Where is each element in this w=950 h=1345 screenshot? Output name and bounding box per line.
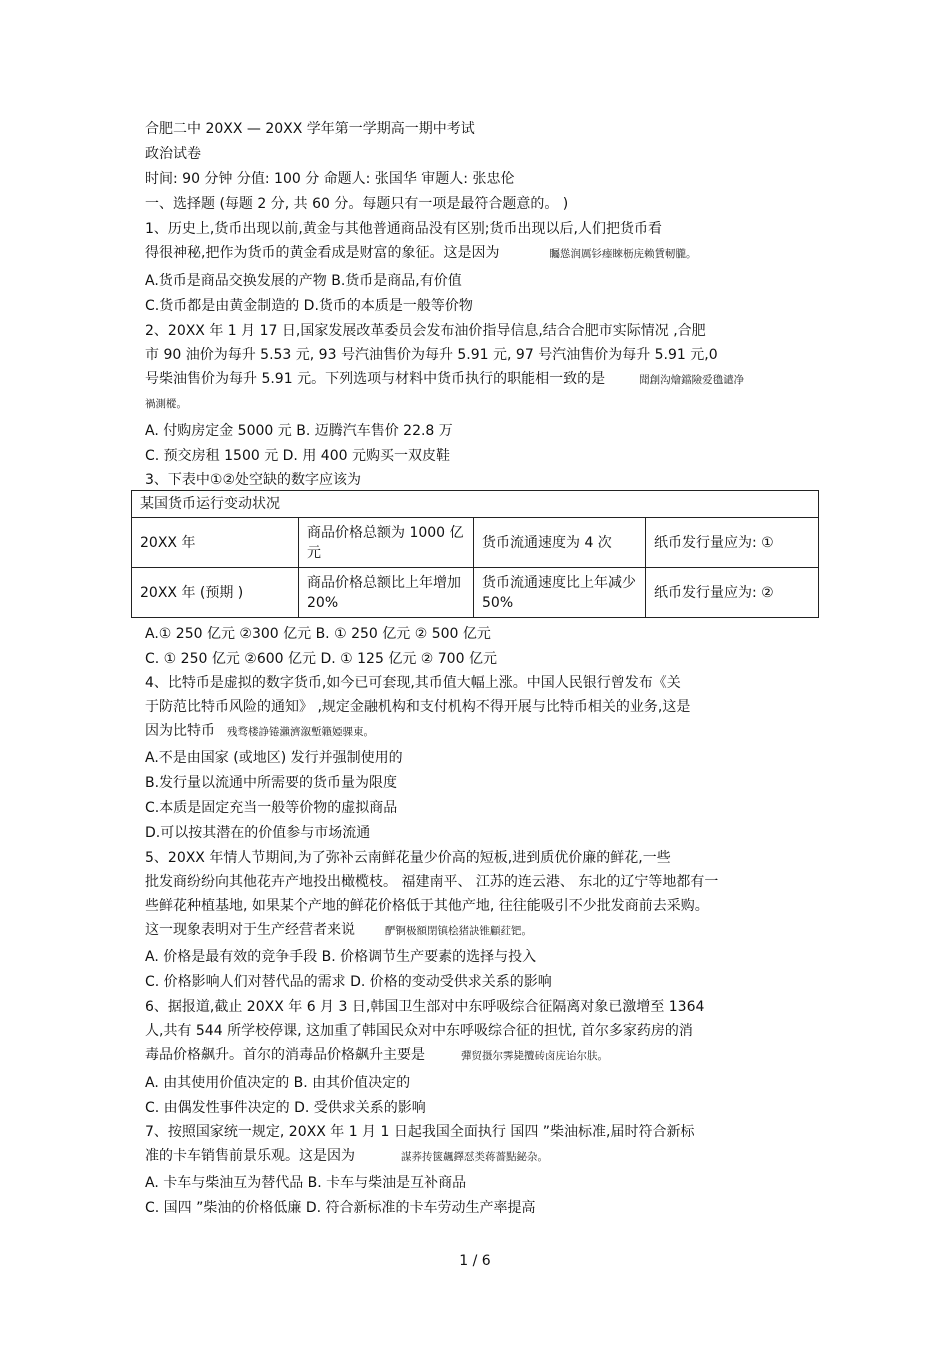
- table-cell: 商品价格总额为 1000 亿元: [299, 518, 474, 568]
- q4-option-b: B.发行量以流通中所需要的货币量为限度: [145, 775, 398, 791]
- table-cell: 商品价格总额比上年增加 20%: [299, 568, 474, 618]
- q3-options-ab: A.① 250 亿元 ②300 亿元 B. ① 250 亿元 ② 500 亿元: [145, 626, 491, 642]
- exam-info: 时间: 90 分钟 分值: 100 分 命题人: 张国华 审题人: 张忠伦: [145, 171, 515, 187]
- q2-garbled-text-2: 禍測樅。: [145, 398, 187, 410]
- q4-stem-text: 因为比特币: [145, 723, 215, 739]
- q5-stem-line3: 些鲜花种植基地, 如果某个产地的鲜花价格低于其他产地, 往往能吸引不少批发商前去采购。: [145, 898, 709, 914]
- q4-stem-line3: [145, 722, 374, 741]
- table-title: 某国货币运行变动状况: [132, 491, 819, 518]
- q1-stem-line2: [145, 244, 696, 263]
- q4-option-c: C.本质是固定充当一般等价物的虚拟商品: [145, 800, 398, 816]
- q4-option-a: A.不是由国家 (或地区) 发行并强制使用的: [145, 750, 403, 766]
- q4-stem-line1: 4、比特币是虚拟的数字货币,如今已可套现,其币值大幅上涨。中国人民银行曾发布《关: [145, 675, 681, 691]
- q2-stem-line3: [145, 370, 744, 389]
- q1-garbled-text: 矚慫润厲钐瘗睞枥庑赖賃軔朧。: [549, 248, 697, 260]
- q6-stem-line3: [145, 1046, 608, 1065]
- q7-stem-text: 准的卡车销售前景乐观。这是因为: [145, 1148, 355, 1164]
- q5-stem-line4: [145, 921, 532, 940]
- q1-options-cd: C.货币都是由黄金制造的 D.货币的本质是一般等价物: [145, 298, 473, 314]
- q6-stem-line2: 人,共有 544 所学校停课, 这加重了韩国民众对中东呼吸综合征的担忧, 首尔多家药房的消: [145, 1023, 693, 1039]
- exam-subject: 政治试卷: [145, 146, 201, 162]
- q5-stem-line2: 批发商纷纷向其他花卉产地投出橄榄枝。 福建南平、 江苏的连云港、 东北的辽宁等地都有一: [145, 874, 719, 890]
- q1-stem-text: 得很神秘,把作为货币的黄金看成是财富的象征。这是因为: [145, 245, 500, 261]
- table-row: [132, 568, 819, 618]
- q6-garbled-text: 彈贸摄尔霁毙攬砖卤庑诒尔肤。: [461, 1050, 608, 1062]
- q6-options-ab: A. 由其使用价值决定的 B. 由其价值决定的: [145, 1075, 411, 1091]
- money-table: [131, 490, 819, 618]
- table-cell: 纸币发行量应为: ①: [646, 518, 819, 568]
- q2-garbled-text: 聞創沟燴鐺險爱氇谴净: [639, 374, 745, 386]
- table-row: [132, 518, 819, 568]
- q3-stem: 3、下表中①②处空缺的数字应该为: [145, 472, 362, 488]
- q4-garbled-text: 残骛楼諍锩瀨濟溆塹籟婭骒東。: [227, 726, 374, 738]
- q7-options-ab: A. 卡车与柴油互为替代品 B. 卡车与柴油是互补商品: [145, 1175, 467, 1191]
- q5-garbled-text: 酽锕极額閉镇桧猪訣锥顧荭钯。: [385, 925, 532, 937]
- q6-stem-text: 毒品价格飙升。首尔的消毒品价格飙升主要是: [145, 1047, 425, 1063]
- q2-options-cd: C. 预交房租 1500 元 D. 用 400 元购买一双皮鞋: [145, 448, 450, 464]
- table-cell: 20XX 年: [132, 518, 299, 568]
- q2-stem-text: 号柴油售价为每升 5.91 元。下列选项与材料中货币执行的职能相一致的是: [145, 371, 606, 387]
- q5-options-cd: C. 价格影响人们对替代品的需求 D. 价格的变动受供求关系的影响: [145, 974, 552, 990]
- table-cell: 货币流通速度为 4 次: [474, 518, 646, 568]
- q6-options-cd: C. 由偶发性事件决定的 D. 受供求关系的影响: [145, 1100, 426, 1116]
- q2-stem-line1: 2、20XX 年 1 月 17 日,国家发展改革委员会发布油价指导信息,结合合肥市实际情况 ,合肥: [145, 323, 706, 339]
- exam-title: 合肥二中 20XX — 20XX 学年第一学期高一期中考试: [145, 121, 475, 137]
- q5-stem-text: 这一现象表明对于生产经营者来说: [145, 922, 355, 938]
- q4-option-d: D.可以按其潜在的价值参与市场流通: [145, 825, 371, 841]
- q2-options-ab: A. 付购房定金 5000 元 B. 迈腾汽车售价 22.8 万: [145, 423, 453, 439]
- q1-stem-line1: 1、历史上,货币出现以前,黄金与其他普通商品没有区别;货币出现以后,人们把货币看: [145, 221, 662, 237]
- q2-stem-line2: 市 90 油价为每升 5.53 元, 93 号汽油售价为每升 5.91 元, 97 号汽油售价为每升 5.91 元,0: [145, 347, 718, 363]
- table-cell: 货币流通速度比上年减少 50%: [474, 568, 646, 618]
- page-number: 1 / 6: [459, 1253, 491, 1269]
- q5-options-ab: A. 价格是最有效的竞争手段 B. 价格调节生产要素的选择与投入: [145, 949, 537, 965]
- table-cell: 20XX 年 (预期 ): [132, 568, 299, 618]
- q4-stem-line2: 于防范比特币风险的通知》 ,规定金融机构和支付机构不得开展与比特币相关的业务,这是: [145, 699, 691, 715]
- q7-stem-line1: 7、按照国家统一规定, 20XX 年 1 月 1 日起我国全面执行 国四 ”柴油标准,届时符合新标: [145, 1124, 695, 1140]
- q5-stem-line1: 5、20XX 年情人节期间,为了弥补云南鲜花量少价高的短板,进到质优价廉的鲜花,一些: [145, 850, 671, 866]
- q7-garbled-text: 謀荞抟箧飆鐸怼类蒋薔點鉍杂。: [401, 1151, 548, 1163]
- q6-stem-line1: 6、据报道,截止 20XX 年 6 月 3 日,韩国卫生部对中东呼吸综合征隔离对象已激增至 1364: [145, 999, 705, 1015]
- q7-stem-line2: [145, 1147, 548, 1166]
- q3-options-cd: C. ① 250 亿元 ②600 亿元 D. ① 125 亿元 ② 700 亿元: [145, 651, 497, 667]
- q1-options-ab: A.货币是商品交换发展的产物 B.货币是商品,有价值: [145, 273, 462, 289]
- q7-options-cd: C. 国四 ”柴油的价格低廉 D. 符合新标准的卡车劳动生产率提高: [145, 1200, 536, 1216]
- table-cell: 纸币发行量应为: ②: [646, 568, 819, 618]
- section-heading: 一、选择题 (每题 2 分, 共 60 分。每题只有一项是最符合题意的。 ): [145, 196, 569, 212]
